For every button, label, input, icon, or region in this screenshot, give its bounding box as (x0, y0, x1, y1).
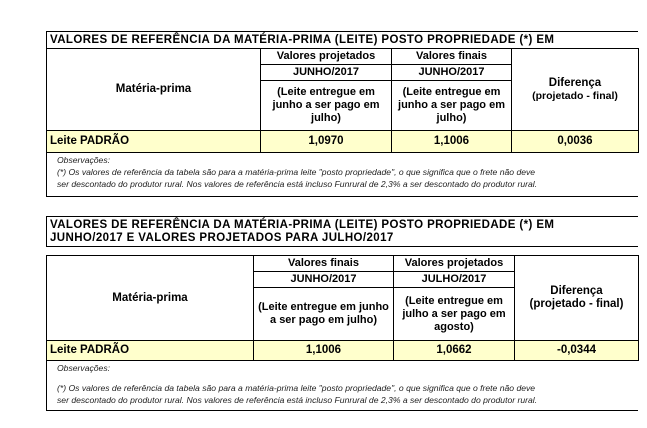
table1-header-finais: Valores finais (392, 49, 512, 65)
table2-header-finais: Valores finais (254, 256, 394, 272)
table2-title-line1: VALORES DE REFERÊNCIA DA MATÉRIA-PRIMA (LEITE) POSTO PROPRIEDADE (*) EM (50, 219, 555, 231)
table2-block (46, 216, 638, 411)
table1-header-projetados-month: JUNHO/2017 (261, 65, 392, 81)
table2-title (46, 216, 638, 247)
table2-header-finais-desc: (Leite entregue em junho a ser pago em julho) (254, 288, 394, 341)
table2-header-diferenca (515, 256, 639, 341)
table1 (46, 48, 639, 153)
table2-diferenca-label: Diferença (550, 285, 603, 297)
table1-value-final: 1,1006 (392, 131, 512, 153)
table2-header-materia-prima: Matéria-prima (47, 256, 254, 341)
table2 (46, 255, 639, 361)
table2-diferenca-sub: (projetado - final) (529, 298, 624, 310)
table1-diferenca-label: Diferença (548, 76, 602, 89)
table2-title-line2: JUNHO/2017 E VALORES PROJETADOS PARA JULHO/2017 (50, 232, 394, 244)
table1-title (46, 31, 638, 48)
table1-obs-head: Observações: (57, 155, 111, 165)
table1-row-label: Leite PADRÃO (47, 131, 261, 153)
table2-obs-line1: (*) Os valores de referência da tabela são para a matéria-prima leite "posto propriedade", o que significa que o frete não deve (57, 383, 536, 393)
table2-header-projetados-desc: (Leite entregue em julho a ser pago em agosto) (394, 288, 515, 341)
table2-header-projetados: Valores projetados (394, 256, 515, 272)
table1-obs-line1: (*) Os valores de referência da tabela são para a matéria-prima leite "posto propriedade", o que significa que o frete não deve (57, 167, 536, 177)
table1-header-materia-prima: Matéria-prima (47, 49, 261, 131)
table1-header-projetados-desc: (Leite entregue em junho a ser pago em julho) (261, 81, 392, 131)
table1-block (46, 31, 638, 197)
table2-value-diferenca: -0,0344 (515, 341, 639, 361)
table2-obs-head: Observações: (57, 363, 111, 373)
table1-value-projetado: 1,0970 (261, 131, 392, 153)
table2-value-final: 1,1006 (254, 341, 394, 361)
table2-header-projetados-month: JULHO/2017 (394, 272, 515, 288)
table2-row-label: Leite PADRÃO (47, 341, 254, 361)
table2-observacoes (46, 361, 638, 411)
table2-value-projetado: 1,0662 (394, 341, 515, 361)
table1-header-diferenca (512, 49, 639, 131)
table1-obs-line2: ser descontado do produtor rural. Nos valores de referência está incluso Funrural de 2,3% a ser descontado do produtor rural. (57, 179, 538, 189)
table1-value-diferenca: 0,0036 (512, 131, 639, 153)
table1-observacoes (46, 153, 638, 197)
table1-header-finais-month: JUNHO/2017 (392, 65, 512, 81)
table1-header-finais-desc: (Leite entregue em junho a ser pago em julho) (392, 81, 512, 131)
table2-header-finais-month: JUNHO/2017 (254, 272, 394, 288)
table1-header-projetados: Valores projetados (261, 49, 392, 65)
table1-diferenca-sub: (projetado - final) (532, 89, 618, 102)
table2-obs-line2: ser descontado do produtor rural. Nos valores de referência está incluso Funrural de 2,3% a ser descontado do produtor rural. (57, 395, 538, 405)
table1-title-line1: VALORES DE REFERÊNCIA DA MATÉRIA-PRIMA (LEITE) POSTO PROPRIEDADE (*) EM (50, 34, 555, 46)
